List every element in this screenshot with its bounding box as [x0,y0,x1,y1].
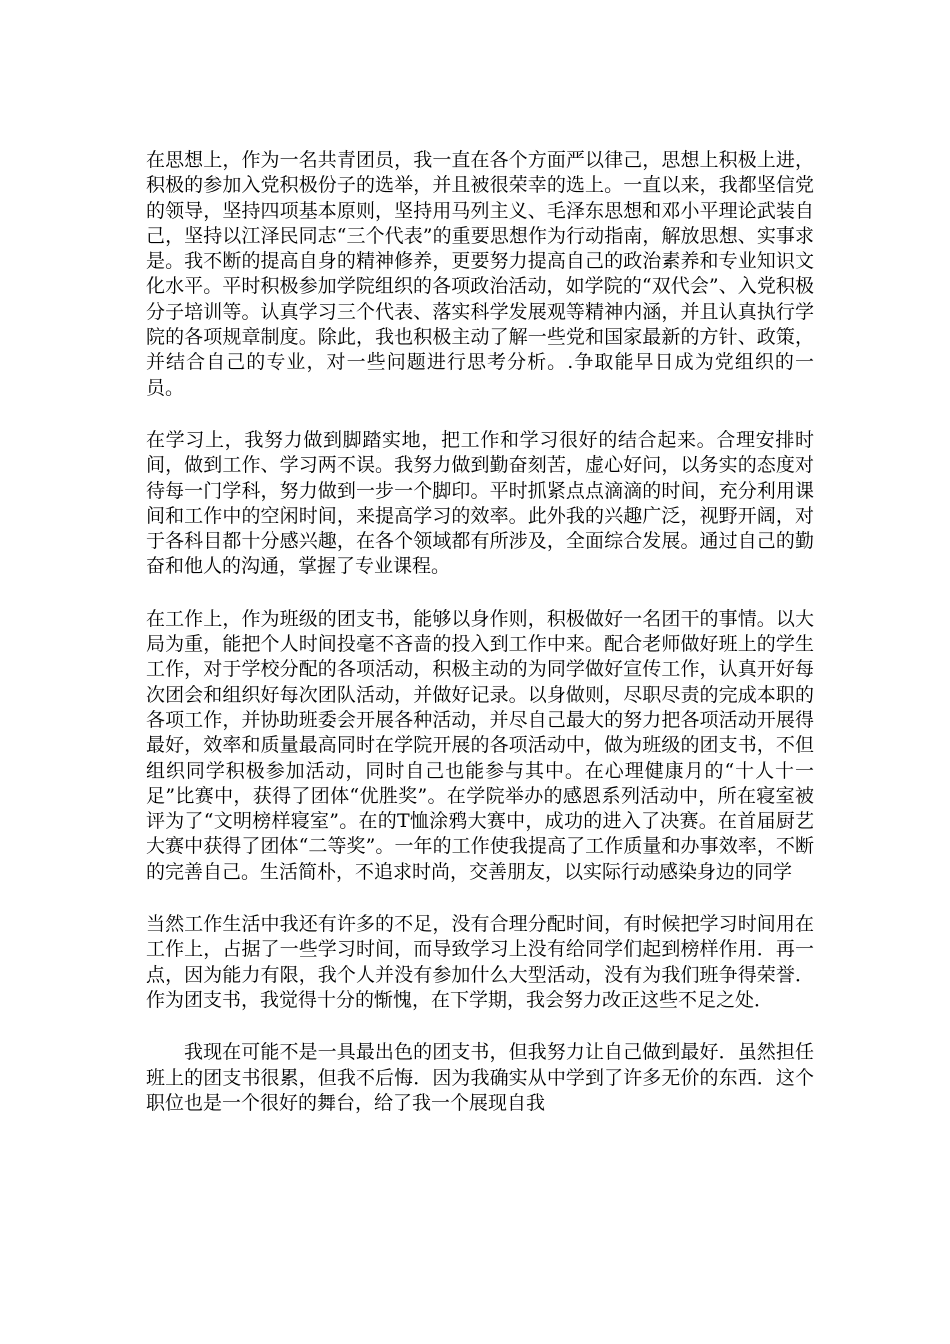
paragraph-gap [146,580,814,607]
document-body [146,148,814,1116]
paragraph-gap [146,401,814,428]
paragraph-conclusion: 我现在可能不是一具最出色的团支书，但我努力让自己做到最好．虽然担任班上的团支书很累，但我不后悔．因为我确实从中学到了许多无价的东西．这个职位也是一个很好的舞台，给了我一个展现自我 [146,1041,814,1114]
paragraph-study: 在学习上，我努力做到脚踏实地，把工作和学习很好的结合起来。合理安排时间，做到工作、学习两不误。我努力做到勤奋刻苦，虚心好问，以务实的态度对待每一门学科，努力做到一步一个脚印。平时抓紧点点滴滴的时间，充分利用课间和工作中的空闲时间，来提高学习的效率。此外我的兴趣广泛，视野开阔，对于各科目都十分感兴趣，在各个领域都有所涉及，全面综合发展。通过自己的勤奋和他人的沟通，掌握了专业课程。 [146,428,814,578]
paragraph-gap [146,885,814,912]
paragraph-work: 在工作上，作为班级的团支书，能够以身作则，积极做好一名团干的事情。以大局为重，能把个人时间投毫不吝啬的投入到工作中来。配合老师做好班上的学生工作，对于学校分配的各项活动，积极主动的为同学做好宣传工作，认真开好每次团会和组织好每次团队活动，并做好记录。以身做则，尽职尽责的完成本职的各项工作，并协助班委会开展各种活动，并尽自己最大的努力把各项活动开展得最好，效率和质量最高同时在学院开展的各项活动中，做为班级的团支书，不但组织同学积极参加活动，同时自己也能参与其中。在心理健康月的“十人十一足”比赛中，获得了团体“优胜奖”。在学院举办的感恩系列活动中，所在寝室被评为了“文明榜样寝室”。在的T恤涂鸦大赛中，成功的进入了决赛。在首届厨艺大赛中获得了团体“二等奖”。一年的工作使我提高了工作质量和办事效率，不断的完善自己。生活简朴，不追求时尚，交善朋友，以实际行动感染身边的同学 [146,607,814,883]
paragraph-gap [146,1013,814,1040]
paragraph-ideology: 在思想上，作为一名共青团员，我一直在各个方面严以律己，思想上积极上进，积极的参加入党积极份子的选举，并且被很荣幸的选上。一直以来，我都坚信党的领导，坚持四项基本原则，坚持用马列主义、毛泽东思想和邓小平理论武装自己，坚持以江泽民同志“三个代表”的重要思想作为行动指南，解放思想、实事求是。我不断的提高自身的精神修养，更要努力提高自己的政治素养和专业知识文化水平。平时积极参加学院组织的各项政治活动，如学院的“双代会”、入党积极分子培训等。认真学习三个代表、落实科学发展观等精神内涵，并且认真执行学院的各项规章制度。除此，我也积极主动了解一些党和国家最新的方针、政策，并结合自己的专业，对一些问题进行思考分析。.争取能早日成为党组织的一员。 [146,149,814,399]
paragraph-shortcomings: 当然工作生活中我还有许多的不足，没有合理分配时间，有时候把学习时间用在工作上，占据了一些学习时间，而导致学习上没有给同学们起到榜样作用．再一点，因为能力有限，我个人并没有参加什么大型活动，没有为我们班争得荣誉．作为团支书，我觉得十分的惭愧，在下学期，我会努力改正这些不足之处． [146,913,814,1011]
